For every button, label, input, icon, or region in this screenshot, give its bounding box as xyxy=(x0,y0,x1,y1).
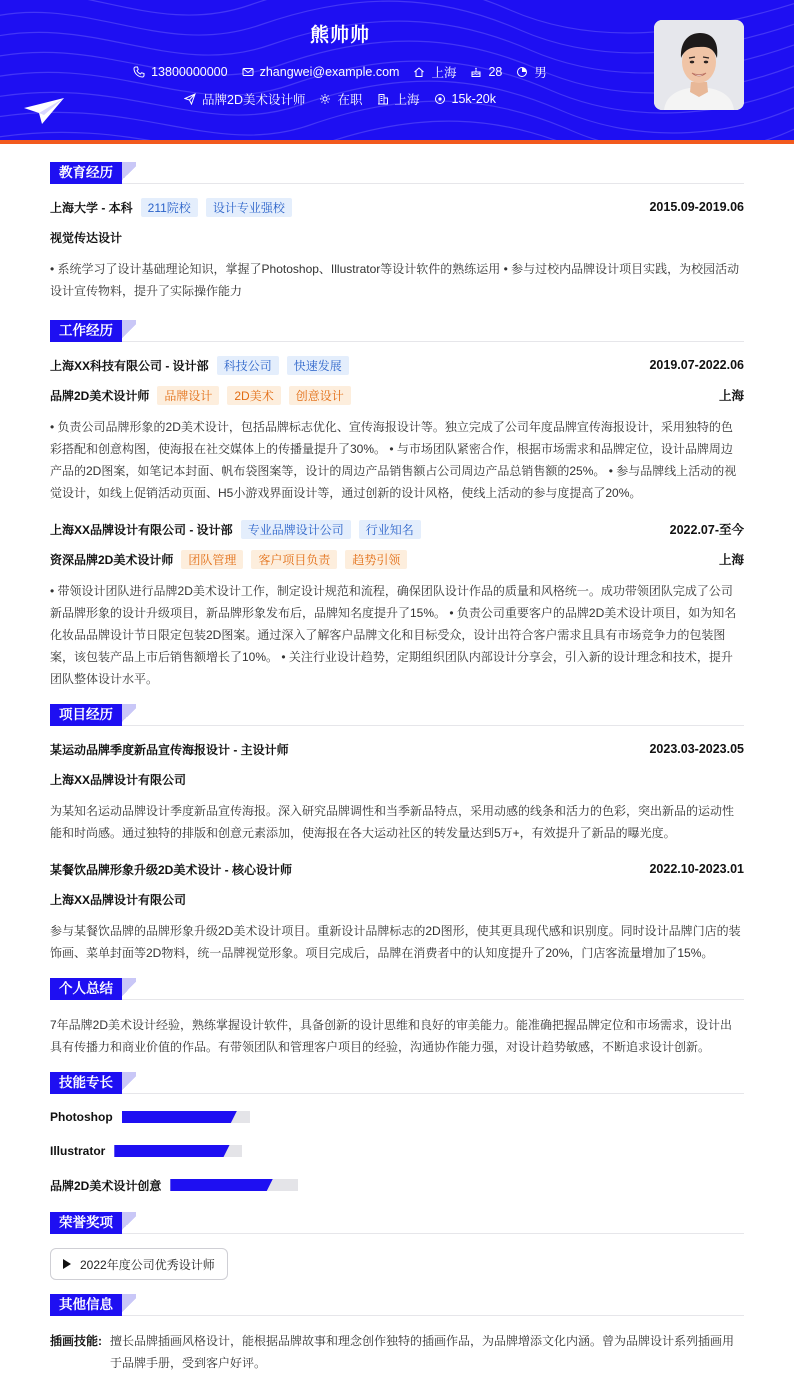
company-name: 上海XX品牌设计有限公司 - 设计部 xyxy=(50,522,233,537)
resume-header xyxy=(0,0,794,140)
gender-info xyxy=(516,63,547,81)
gender-text: 男 xyxy=(534,66,547,80)
section-divider xyxy=(50,183,744,184)
skill-bar-fill xyxy=(114,1145,229,1157)
mail-icon xyxy=(242,66,254,78)
status-info xyxy=(319,90,362,108)
city-text: 上海 xyxy=(431,66,457,80)
work-company-row xyxy=(50,520,744,538)
job-info-row xyxy=(0,90,680,108)
section-tag: 荣誉奖项 xyxy=(50,1212,122,1234)
other-info-row xyxy=(50,1330,744,1374)
skill-list xyxy=(50,1108,744,1210)
triangle-right-icon xyxy=(63,1259,71,1269)
role-tag: 品牌设计 xyxy=(157,386,219,405)
age-info xyxy=(470,63,502,81)
skill-name: 品牌2D美术设计创意 xyxy=(50,1178,162,1193)
section-tag: 个人总结 xyxy=(50,978,122,1000)
section-tag: 技能专长 xyxy=(50,1072,122,1094)
building-icon xyxy=(377,93,389,105)
work-role-row xyxy=(50,550,744,568)
section-tag-slant xyxy=(122,320,136,342)
section-awards-title xyxy=(50,1212,744,1234)
major-name: 视觉传达设计 xyxy=(50,230,123,245)
candidate-name: 熊帅帅 xyxy=(309,25,370,46)
section-skills-title xyxy=(50,1072,744,1094)
section-tag-slant xyxy=(122,704,136,726)
work-location: 上海 xyxy=(718,389,744,403)
section-tag: 工作经历 xyxy=(50,320,122,342)
section-tag-slant xyxy=(122,978,136,1000)
email-info xyxy=(242,63,400,81)
work-date: 2022.07-至今 xyxy=(669,523,744,537)
section-divider xyxy=(50,999,744,1000)
skill-bar-fill xyxy=(170,1179,272,1191)
coin-icon xyxy=(434,93,446,105)
award-item[interactable] xyxy=(50,1248,228,1280)
project-description: 参与某餐饮品牌的品牌形象升级2D美术设计项目。重新设计品牌标志的2D图形，使其更具现代感和识别度。同时设计品牌门店的装饰画、菜单封面等2D物料，统一品牌视觉形象。项目完成后，品牌在消费者中的认知度提升了20%，门店客流量增加了15%。 xyxy=(50,924,741,960)
major-row xyxy=(50,228,744,246)
school-name: 上海大学 - 本科 xyxy=(50,200,133,215)
project-description: 为某知名运动品牌设计季度新品宣传海报。深入研究品牌调性和当季新品特点，采用动感的线条和活力的色彩，突出新品的运动性能和时尚感。通过独特的排版和创意元素添加，使海报在各大运动社区的转发量达到5万+，有效提升了新品的曝光度。 xyxy=(50,804,735,840)
section-tag-slant xyxy=(122,162,136,184)
project-company: 上海XX品牌设计有限公司 xyxy=(50,892,187,907)
summary-text: 7年品牌2D美术设计经验，熟练掌握设计软件，具备创新的设计思维和良好的审美能力。能准确把握品牌定位和市场需求，设计出具有传播力和商业价值的作品。有带领团队和管理客户项目的经验，沟通协作能力强，对设计趋势敏感，不断追求设计创新。 xyxy=(50,1018,733,1054)
skill-item xyxy=(50,1176,403,1194)
section-summary-title xyxy=(50,978,744,1000)
skill-name: Illustrator xyxy=(50,1144,106,1158)
home-icon xyxy=(413,66,425,78)
avatar-portrait xyxy=(654,20,744,110)
section-divider xyxy=(50,1233,744,1234)
company-tag: 快速发展 xyxy=(287,356,349,375)
section-tag: 其他信息 xyxy=(50,1294,122,1316)
work-role-row xyxy=(50,386,744,404)
company-tag: 科技公司 xyxy=(217,356,279,375)
status-text: 在职 xyxy=(337,93,363,107)
email-text: zhangwei@example.com xyxy=(259,65,400,79)
education-row xyxy=(50,198,744,216)
section-divider xyxy=(50,725,744,726)
company-tag: 行业知名 xyxy=(359,520,421,539)
skill-item xyxy=(50,1108,403,1126)
project-company: 上海XX品牌设计有限公司 xyxy=(50,772,187,787)
project-company-row xyxy=(50,890,744,908)
section-divider xyxy=(50,1315,744,1316)
section-work-title xyxy=(50,320,744,342)
other-info-label: 插画技能: xyxy=(50,1334,102,1348)
education-description: • 系统学习了设计基础理论知识，掌握了Photoshop、Illustrator等设计软件的熟练运用 • 参与过校内品牌设计项目实践，为校园活动设计宣传物料，提升了实际操作能力 xyxy=(50,262,740,298)
skill-item xyxy=(50,1142,403,1160)
phone-icon xyxy=(133,66,145,78)
work-city-text: 上海 xyxy=(394,93,420,107)
skill-name: Photoshop xyxy=(50,1110,113,1124)
education-date: 2015.09-2019.06 xyxy=(649,200,744,214)
skill-bar-fill xyxy=(122,1111,237,1123)
skill-bar-track xyxy=(122,1111,250,1123)
project-name: 某运动品牌季度新品宣传海报设计 - 主设计师 xyxy=(50,742,289,757)
section-education-title xyxy=(50,162,744,184)
section-tag-slant xyxy=(122,1294,136,1316)
age-text: 28 xyxy=(488,65,503,79)
position-info xyxy=(184,90,305,108)
work-location: 上海 xyxy=(718,553,744,567)
gear-icon xyxy=(319,93,331,105)
city-info xyxy=(413,63,456,81)
header-accent-line xyxy=(0,140,794,144)
section-tag-slant xyxy=(122,1072,136,1094)
section-projects-title xyxy=(50,704,744,726)
section-tag: 项目经历 xyxy=(50,704,122,726)
role-tag: 客户项目负责 xyxy=(251,550,337,569)
section-divider xyxy=(50,1093,744,1094)
company-name: 上海XX科技有限公司 - 设计部 xyxy=(50,358,209,373)
other-info-text: 擅长品牌插画风格设计，能根据品牌故事和理念创作独特的插画作品，为品牌增添文化内涵。曾为品牌设计系列插画用于品牌手册，受到客户好评。 xyxy=(110,1334,735,1370)
section-tag: 教育经历 xyxy=(50,162,122,184)
gender-icon xyxy=(516,66,528,78)
project-company-row xyxy=(50,770,744,788)
paper-plane-icon xyxy=(24,98,66,124)
resume-body xyxy=(50,162,744,1374)
project-date: 2023.03-2023.05 xyxy=(649,742,744,756)
role-name: 品牌2D美术设计师 xyxy=(50,388,150,403)
send-icon xyxy=(184,93,196,105)
school-tag: 211院校 xyxy=(141,198,198,217)
work-company-row xyxy=(50,356,744,374)
cake-icon xyxy=(470,66,482,78)
role-name: 资深品牌2D美术设计师 xyxy=(50,552,174,567)
salary-info xyxy=(434,90,496,108)
role-tag: 趋势引领 xyxy=(345,550,407,569)
work-description: • 负责公司品牌形象的2D美术设计，包括品牌标志优化、宣传海报设计等。独立完成了公司年度品牌宣传海报设计，采用独特的色彩搭配和创意构图，使海报在社交媒体上的传播量提升了30%。 • 与市场团队紧密合作，根据市场需求和品牌定位，设计品牌周边产品的2D图案，如笔记本封面、帆布袋图案等，设计的周边产品销售额占公司周边产品总销售额的25%。 • 参与品牌线上活动的视觉设计，如线上促销活动页面、H5小游戏界面设计等，通过创新的设计风格，使线上活动的参与度提高了20%。 xyxy=(50,420,737,500)
project-row xyxy=(50,860,744,878)
phone-text: 13800000000 xyxy=(151,65,228,79)
position-text: 品牌2D美术设计师 xyxy=(202,93,306,107)
section-tag-slant xyxy=(122,1212,136,1234)
project-name: 某餐饮品牌形象升级2D美术设计 - 核心设计师 xyxy=(50,862,293,877)
skill-bar-track xyxy=(170,1179,298,1191)
contact-info-row xyxy=(0,63,680,81)
role-tag: 2D美术 xyxy=(227,386,280,405)
salary-text: 15k-20k xyxy=(451,92,496,106)
section-divider xyxy=(50,341,744,342)
school-tag: 设计专业强校 xyxy=(206,198,292,217)
company-tag: 专业品牌设计公司 xyxy=(241,520,351,539)
project-row xyxy=(50,740,744,758)
role-tag: 创意设计 xyxy=(289,386,351,405)
avatar xyxy=(654,20,744,110)
work-date: 2019.07-2022.06 xyxy=(649,358,744,372)
award-text: 2022年度公司优秀设计师 xyxy=(80,1257,215,1272)
work-city-info xyxy=(377,90,420,108)
project-date: 2022.10-2023.01 xyxy=(649,862,744,876)
work-description: • 带领设计团队进行品牌2D美术设计工作，制定设计规范和流程，确保团队设计作品的质量和风格统一。成功带领团队完成了公司新品牌形象的设计升级项目，新品牌形象发布后，品牌知名度提升了15%。 • 负责公司重要客户的品牌2D美术设计项目，如为知名化妆品品牌设计节日限定包装2D图案。通过深入了解客户品牌文化和目标受众，设计出符合客户需求且具有市场竞争力的包装图案，该包装产品上市后销售额增长了10%。 • 关注行业设计趋势，定期组织团队内部设计分享会，引入新的设计理念和技术，提升团队整体设计水平。 xyxy=(50,584,737,686)
phone-info xyxy=(133,63,227,81)
section-other-title xyxy=(50,1294,744,1316)
role-tag: 团队管理 xyxy=(181,550,243,569)
skill-bar-track xyxy=(114,1145,242,1157)
